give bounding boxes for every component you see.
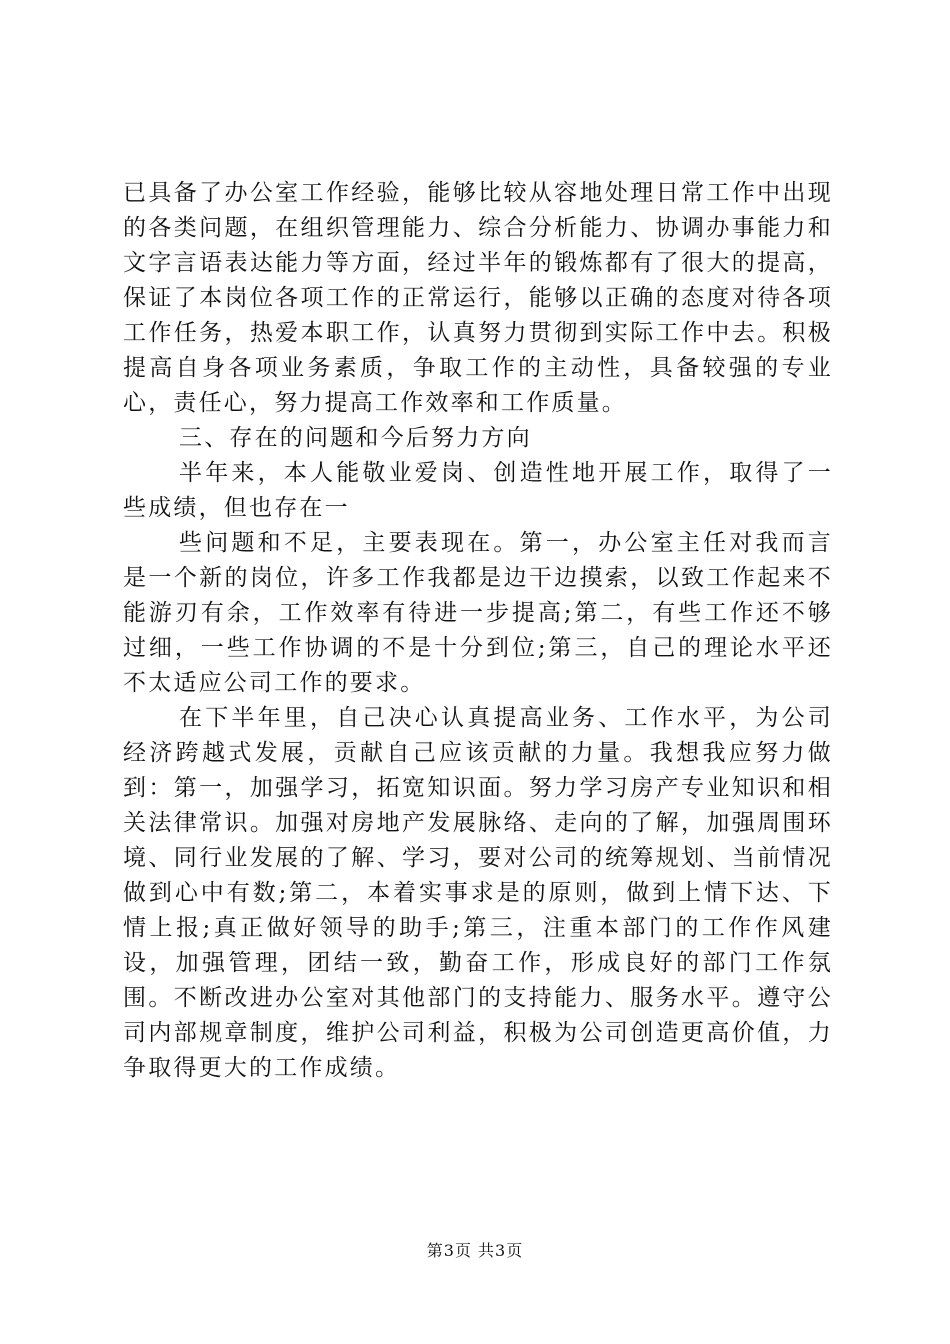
section-heading-problems-and-direction: 三、存在的问题和今后努力方向 <box>179 425 532 451</box>
paragraph-continued-work-experience: 已具备了办公室工作经验，能够比较从容地处理日常工作中出现的各类问题，在组织管理能力、综合分析能力、协调办事能力和文字言语表达能力等方面，经过半年的锻炼都有了很大的提高，保证了本岗位各项工作的正常运行，能够以正确的态度对待各项工作任务，热爱本职工作，认真努力贯彻到实际工作中去。积极提高自身各项业务素质，争取工作的主动性，具备较强的专业心，责任心，努力提高工作效率和工作质量。 <box>123 180 833 416</box>
paragraph-problems-and-shortcomings: 些问题和不足，主要表现在。第一，办公室主任对我而言是一个新的岗位，许多工作我都是边干边摸索，以致工作起来不能游刃有余，工作效率有待进一步提高;第二，有些工作还不够过细，一些工作协调的不是十分到位;第三，自己的理论水平还不太适应公司工作的要求。 <box>123 530 833 696</box>
paragraph-half-year-summary: 半年来，本人能敬业爱岗、创造性地开展工作，取得了一些成绩，但也存在一 <box>123 460 833 521</box>
document-body <box>123 176 833 1086</box>
page-number-footer: 第3页 共3页 <box>426 1241 524 1260</box>
paragraph-second-half-plan: 在下半年里，自己决心认真提高业务、工作水平，为公司经济跨越式发展，贡献自己应该贡献的力量。我想我应努力做到：第一，加强学习，拓宽知识面。努力学习房产专业知识和相关法律常识。加强对房地产发展脉络、走向的了解，加强周围环境、同行业发展的了解、学习，要对公司的统筹规划、当前情况做到心中有数;第二，本着实事求是的原则，做到上情下达、下情上报;真正做好领导的助手;第三，注重本部门的工作作风建设，加强管理，团结一致，勤奋工作，形成良好的部门工作氛围。不断改进办公室对其他部门的支持能力、服务水平。遵守公司内部规章制度，维护公司利益，积极为公司创造更高价值，力争取得更大的工作成绩。 <box>123 705 833 1081</box>
